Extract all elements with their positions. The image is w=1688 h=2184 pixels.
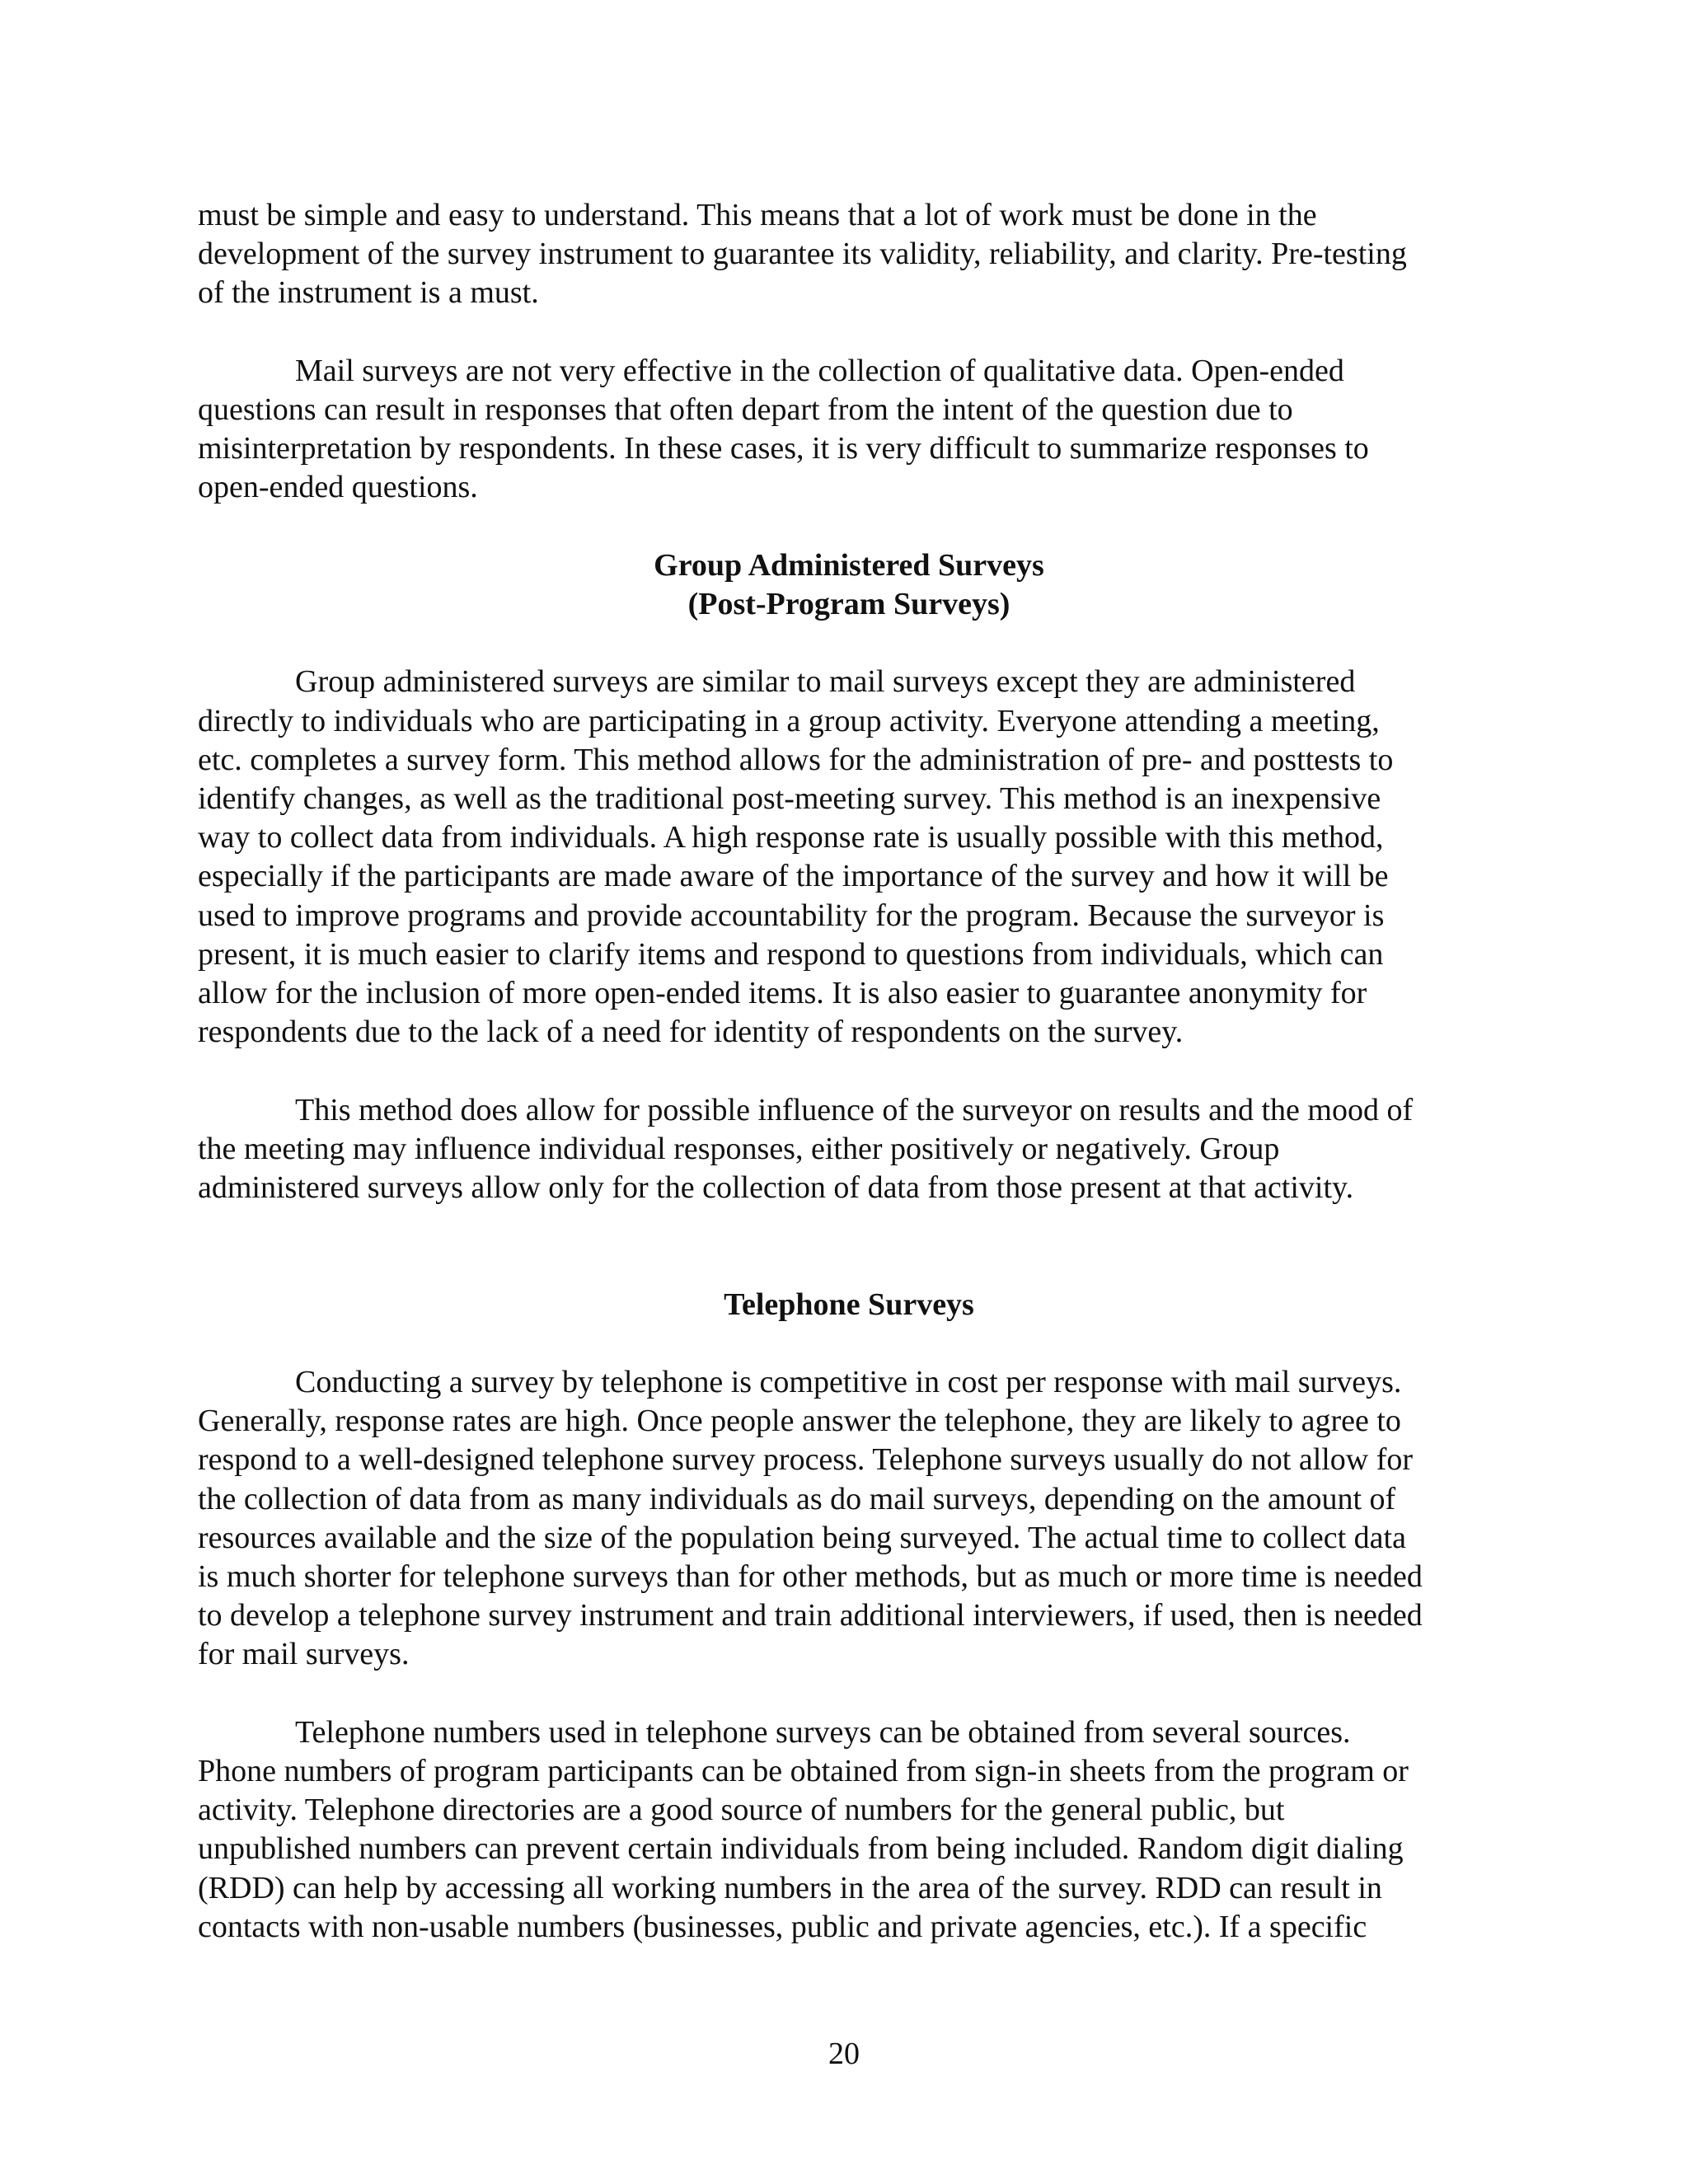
paragraph-telephone-numbers [198, 1713, 1500, 1947]
section-spacer [198, 1246, 1500, 1285]
text-line: misinterpretation by respondents. In these cases, it is very difficult to summarize responses to [198, 431, 1369, 466]
paragraph-mail-surveys-qualitative [198, 352, 1500, 508]
text-line: This method does allow for possible influence of the surveyor on results and the mood of [295, 1092, 1414, 1127]
text-line: development of the survey instrument to guarantee its validity, reliability, and clarity. Pre-testing [198, 237, 1407, 272]
paragraph-group-administered [198, 663, 1500, 1052]
text-line: resources available and the size of the population being surveyed. The actual time to collect data [198, 1520, 1406, 1555]
text-line: way to collect data from individuals. A high response rate is usually possible with this method, [198, 820, 1384, 855]
text-line: present, it is much easier to clarify items and respond to questions from individuals, which can [198, 936, 1384, 972]
text-line: (RDD) can help by accessing all working numbers in the area of the survey. RDD can result in [198, 1870, 1382, 1905]
paragraph-group-influence [198, 1091, 1500, 1208]
text-line: activity. Telephone directories are a good source of numbers for the general public, but [198, 1793, 1285, 1828]
text-line: respondents due to the lack of a need for identity of respondents on the survey. [198, 1015, 1184, 1050]
text-line: of the instrument is a must. [198, 275, 539, 311]
text-line: used to improve programs and provide accountability for the program. Because the surveyor is [198, 898, 1385, 933]
text-line: allow for the inclusion of more open-ended items. It is also easier to guarantee anonymity for [198, 976, 1367, 1011]
heading-line: Telephone Surveys [724, 1286, 974, 1322]
paragraph-telephone-cost [198, 1363, 1500, 1675]
text-line: contacts with non-usable numbers (businesses, public and private agencies, etc.). If a specific [198, 1909, 1367, 1944]
text-line: identify changes, as well as the traditional post-meeting survey. This method is an inexpensive [198, 781, 1381, 816]
text-line: is much shorter for telephone surveys than for other methods, but as much or more time is needed [198, 1559, 1423, 1594]
text-line: administered surveys allow only for the collection of data from those present at that activity. [198, 1170, 1354, 1206]
paragraph-mail-surveys-continued [198, 196, 1500, 313]
text-line: questions can result in responses that often depart from the intent of the question due to [198, 392, 1293, 427]
text-line: respond to a well-designed telephone survey process. Telephone surveys usually do not allow for [198, 1442, 1414, 1478]
text-line: especially if the participants are made aware of the importance of the survey and how it will be [198, 859, 1389, 894]
text-line: the meeting may influence individual responses, either positively or negatively. Group [198, 1131, 1280, 1166]
text-line: for mail surveys. [198, 1637, 410, 1672]
text-line: the collection of data from as many individuals as do mail surveys, depending on the amount of [198, 1481, 1396, 1516]
page-number: 20 [828, 2036, 860, 2071]
text-line: Group administered surveys are similar to mail surveys except they are administered [295, 664, 1356, 700]
text-line: unpublished numbers can prevent certain individuals from being included. Random digit dialing [198, 1831, 1404, 1867]
heading-line: (Post-Program Surveys) [687, 587, 1010, 621]
text-line: must be simple and easy to understand. This means that a lot of work must be done in the [198, 198, 1317, 232]
page-content [198, 196, 1500, 1985]
text-line: Generally, response rates are high. Once people answer the telephone, they are likely to agree to [198, 1404, 1401, 1439]
text-line: etc. completes a survey form. This method allows for the administration of pre- and posttests to [198, 742, 1394, 777]
text-line: Phone numbers of program participants can be obtained from sign-in sheets from the program or [198, 1754, 1409, 1788]
text-line: Telephone numbers used in telephone surveys can be obtained from several sources. [295, 1714, 1351, 1750]
text-line: open-ended questions. [198, 470, 478, 505]
section-heading-group-administered [198, 546, 1500, 624]
text-line: Conducting a survey by telephone is competitive in cost per response with mail surveys. [295, 1364, 1402, 1399]
section-heading-telephone [198, 1286, 1500, 1324]
text-line: to develop a telephone survey instrument and train additional interviewers, if used, then is needed [198, 1598, 1423, 1633]
text-line: Mail surveys are not very effective in the collection of qualitative data. Open-ended [295, 353, 1344, 388]
text-line: directly to individuals who are participating in a group activity. Everyone attending a meeting, [198, 703, 1380, 738]
heading-line: Group Administered Surveys [654, 547, 1044, 583]
